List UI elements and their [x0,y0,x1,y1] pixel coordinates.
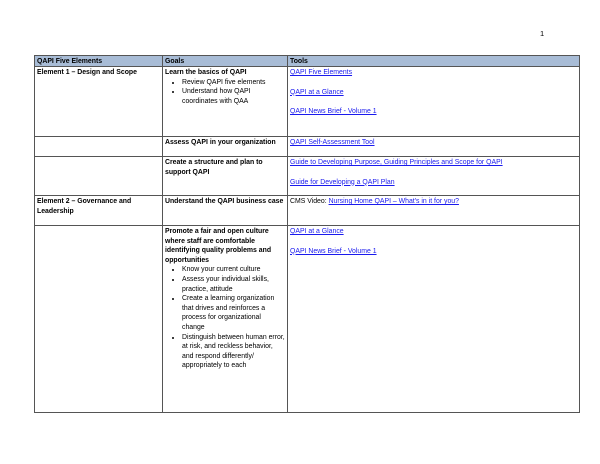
goal-bullet: • Create a learning organization that drives and reinforces a process for organizational change [182,294,285,332]
table-row [35,137,580,157]
tools-cell [288,157,580,196]
table-row [35,157,580,196]
goal-bullet: • Assess your individual skills, practice, attitude [182,275,285,294]
link-guide-developing-qapi-plan[interactable]: Guide for Developing a QAPI Plan [290,178,395,186]
link-guide-purpose-principles-scope[interactable]: Guide to Developing Purpose, Guiding Principles and Scope for QAPI [290,159,503,166]
goal-cell [163,157,288,196]
link-nursing-home-qapi-video[interactable]: Nursing Home QAPI – What's in it for you? [328,198,459,205]
goal-bullet: • Review QAPI five elements [182,78,285,88]
link-qapi-at-a-glance[interactable]: QAPI at a Glance [290,228,344,235]
goal-cell [163,67,288,137]
goal-cell [163,226,288,413]
table-header-row [35,56,580,67]
goal-title: Assess QAPI in your organization [165,139,276,146]
tools-cell [288,196,580,226]
tools-cell [288,226,580,413]
table-row [35,226,580,413]
element-cell [35,137,163,157]
goal-bullet: • Know your current culture [182,265,285,275]
link-qapi-self-assessment-tool[interactable]: QAPI Self-Assessment Tool [290,139,375,146]
page-number: 1 [540,29,545,38]
tools-cell [288,137,580,157]
goal-bullet: • Understand how QAPI coordinates with QAA [182,87,285,106]
element-cell: Element 2 – Governance and Leadership [35,196,163,226]
link-qapi-five-elements[interactable]: QAPI Five Elements [290,69,353,76]
link-qapi-news-brief-vol1[interactable]: QAPI News Brief - Volume 1 [290,247,377,255]
goal-title: Learn the basics of QAPI [165,69,247,76]
goal-title: Promote a fair and open culture where staff are comfortable identifying quality problems and opportunities [165,228,272,264]
goal-title: Create a structure and plan to support QAPI [165,159,263,176]
element-cell: Element 1 – Design and Scope [35,67,163,137]
table-row [35,67,580,137]
cms-video-prefix: CMS Video: [290,198,327,205]
goal-bullet-list [165,265,285,371]
link-qapi-at-a-glance[interactable]: QAPI at a Glance [290,88,344,96]
goal-bullet: • Distinguish between human error, at risk, and reckless behavior, and respond differently/ appropriately to each [182,333,285,371]
cms-video-line [290,197,577,207]
header-goals: Goals [163,56,288,67]
goal-bullet-list [165,78,285,107]
goal-title: Understand the QAPI business case [165,198,284,205]
table-row [35,196,580,226]
header-qapi-five-elements: QAPI Five Elements [35,56,163,67]
goal-cell [163,196,288,226]
tools-cell [288,67,580,137]
header-tools: Tools [288,56,580,67]
link-qapi-news-brief-vol1[interactable]: QAPI News Brief - Volume 1 [290,108,377,116]
element-cell [35,157,163,196]
element-cell [35,226,163,413]
goal-cell [163,137,288,157]
qapi-tools-table [34,55,580,413]
